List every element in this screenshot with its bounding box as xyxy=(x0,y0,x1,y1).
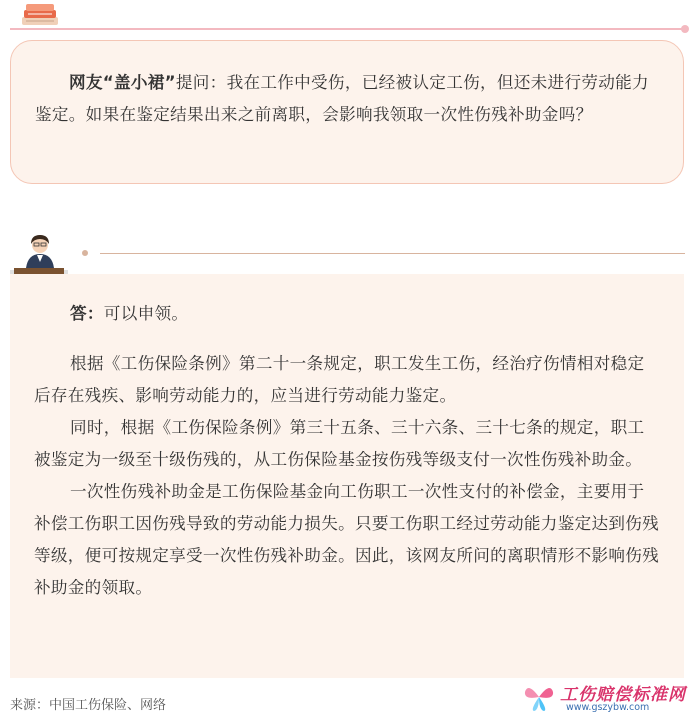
brand-name: 工伤赔偿标准网 xyxy=(560,685,686,705)
brand-logo-icon xyxy=(522,680,556,714)
question-text: 提问：我在工作中受伤，已经被认定工伤，但还未进行劳动能力鉴定。如果在鉴定结果出来之前离职，会影响我领取一次性伤残补助金吗？ xyxy=(35,73,649,124)
top-divider xyxy=(10,28,687,30)
answer-divider-dot xyxy=(82,250,88,256)
books-icon xyxy=(18,0,62,30)
answer-card xyxy=(10,274,684,678)
answer-divider xyxy=(100,253,685,254)
question-asker-label: 网友“盖小裙” xyxy=(69,73,176,92)
brand-url: www.gszybw.com xyxy=(566,702,650,713)
brand-watermark xyxy=(522,678,690,716)
source-note: 来源：中国工伤保险、网络 xyxy=(10,698,167,713)
answer-lead-text: 可以申领。 xyxy=(103,304,189,323)
answer-lead-label: 答： xyxy=(70,304,104,323)
answer-paragraph-2: 同时，根据《工伤保险条例》第三十五条、三十六条、三十七条的规定，职工被鉴定为一级至十级伤残的，从工伤保险基金按伤残等级支付一次性伤残补助金。 xyxy=(34,418,645,469)
question-card xyxy=(10,40,684,184)
answer-lead xyxy=(34,298,660,330)
top-divider-dot xyxy=(681,25,689,33)
answer-paragraph-1: 根据《工伤保险条例》第二十一条规定，职工发生工伤，经治疗伤情相对稳定后存在残疾、影响劳动能力的，应当进行劳动能力鉴定。 xyxy=(34,354,645,405)
answer-paragraph-3: 一次性伤残补助金是工伤保险基金向工伤职工一次性支付的补偿金，主要用于补偿工伤职工因伤残导致的劳动能力损失。只要工伤职工经过劳动能力鉴定达到伤残等级，便可按规定享受一次性伤残补助金。因此，该网友所问的离职情形不影响伤残补助金的领取。 xyxy=(34,482,660,597)
